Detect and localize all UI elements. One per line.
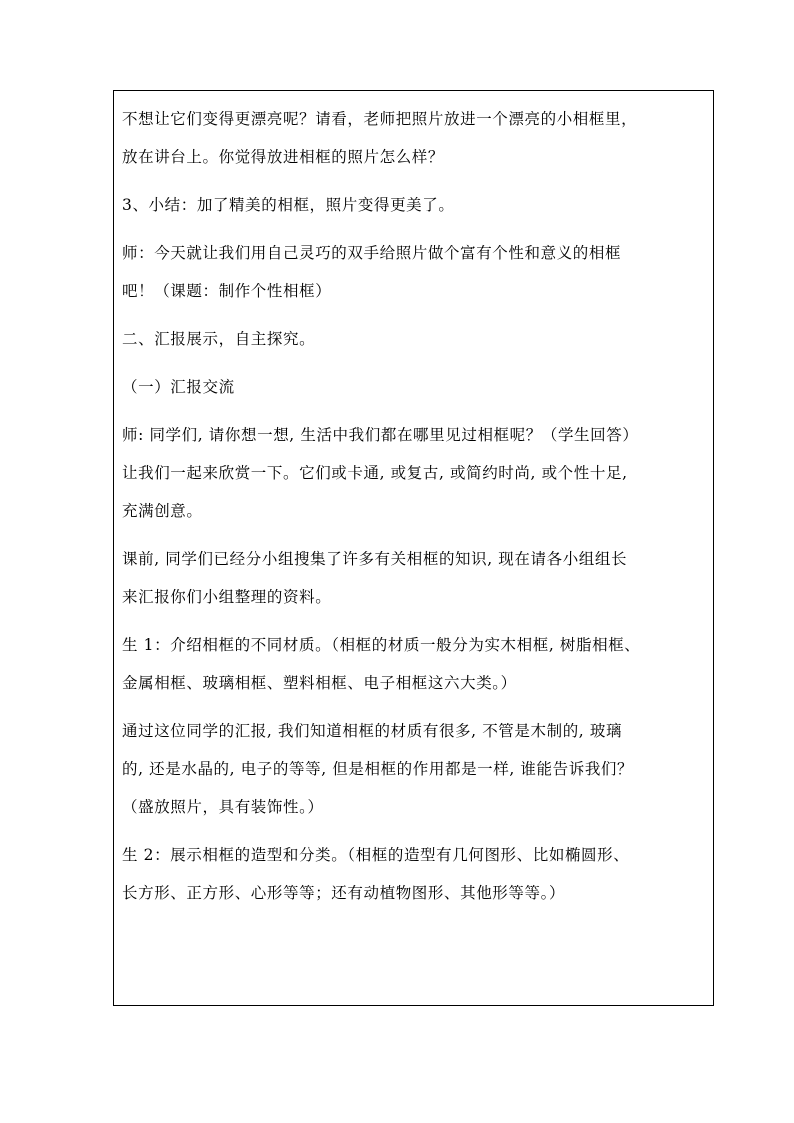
paragraph-student-1 bbox=[122, 626, 707, 702]
text-line: 3、小结：加了精美的相框，照片变得更美了。 bbox=[122, 196, 455, 214]
text-line: 通过这位同学的汇报, 我们知道相框的材质有很多, 不管是木制的, 玻璃 bbox=[122, 722, 623, 740]
lesson-text bbox=[122, 91, 707, 922]
text-line: 师: 同学们, 请你想一想, 生活中我们都在哪里见过相框呢？（学生回答） bbox=[122, 426, 639, 444]
text-line: 不想让它们变得更漂亮呢？请看，老师把照片放进一个漂亮的小相框里， bbox=[122, 110, 638, 128]
document-table-cell bbox=[113, 90, 714, 1006]
text-line: 生 2：展示相框的造型和分类。（相框的造型有几何图形、比如椭圆形、 bbox=[122, 846, 630, 864]
text-line: 师：今天就让我们用自己灵巧的双手给照片做个富有个性和意义的相框 bbox=[122, 244, 622, 262]
section-heading-report bbox=[122, 320, 707, 358]
paragraph-intro-continuation bbox=[122, 100, 707, 176]
text-line: 放在讲台上。你觉得放进相框的照片怎么样？ bbox=[122, 148, 445, 166]
text-line: 生 1：介绍相框的不同材质。（相框的材质一般分为实木相框, 树脂相框、 bbox=[122, 636, 641, 654]
text-line: （盛放照片，具有装饰性。） bbox=[122, 798, 324, 816]
text-line: 让我们一起来欣赏一下。它们或卡通, 或复古, 或简约时尚, 或个性十足, bbox=[122, 464, 628, 482]
paragraph-teacher-topic bbox=[122, 234, 707, 310]
text-line: 吧！（课题：制作个性相框） bbox=[122, 282, 332, 300]
text-line: 长方形、正方形、心形等等；还有动植物图形、其他形等等。） bbox=[122, 884, 566, 902]
subsection-heading-exchange bbox=[122, 368, 707, 406]
paragraph-teacher-materials bbox=[122, 712, 707, 826]
text-line: 的, 还是水晶的, 电子的等等, 但是相框的作用都是一样, 谁能告诉我们？ bbox=[122, 760, 634, 778]
text-line: 来汇报你们小组整理的资料。 bbox=[122, 588, 332, 606]
paragraph-group-report bbox=[122, 540, 707, 616]
text-line: 二、汇报展示，自主探究。 bbox=[122, 330, 316, 348]
paragraph-teacher-question bbox=[122, 416, 707, 530]
text-line: （一）汇报交流 bbox=[122, 378, 235, 396]
text-line: 课前, 同学们已经分小组搜集了许多有关相框的知识, 现在请各小组组长 bbox=[122, 550, 628, 568]
text-line: 充满创意。 bbox=[122, 502, 203, 520]
text-line: 金属相框、玻璃相框、塑料相框、电子相框这六大类。） bbox=[122, 674, 517, 692]
paragraph-summary bbox=[122, 186, 707, 224]
paragraph-student-2 bbox=[122, 836, 707, 912]
